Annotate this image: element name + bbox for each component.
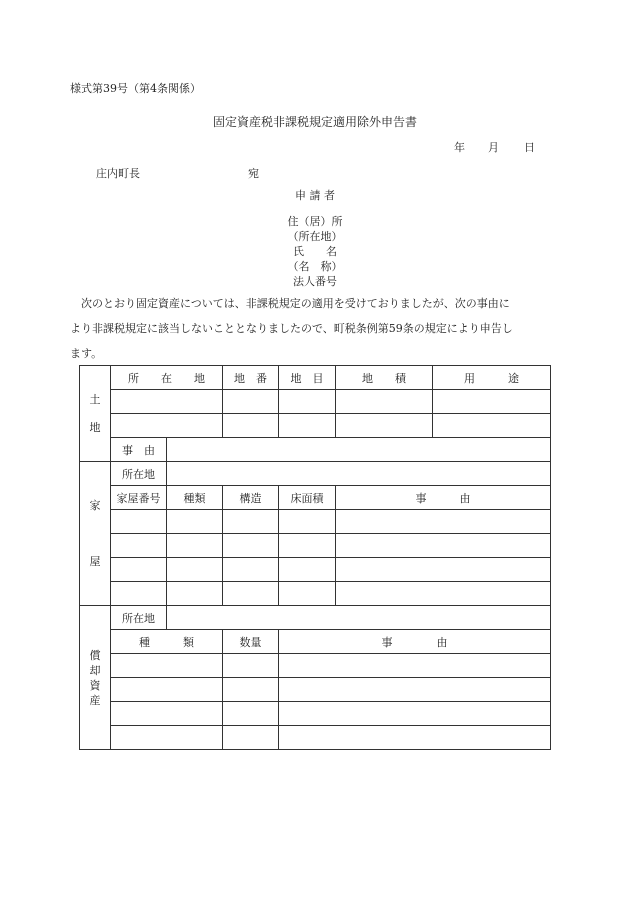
depreciable-quantity-cell[interactable] bbox=[223, 726, 279, 750]
depreciable-row bbox=[80, 702, 551, 726]
depreciable-location-cell[interactable] bbox=[167, 606, 551, 630]
land-location-cell[interactable] bbox=[111, 414, 223, 438]
applicant-corp-number-label: 法人番号 bbox=[293, 275, 337, 288]
house-floor-area-cell[interactable] bbox=[279, 534, 336, 558]
depreciable-header-quantity: 数量 bbox=[223, 630, 279, 654]
house-type-cell[interactable] bbox=[167, 510, 223, 534]
depreciable-quantity-cell[interactable] bbox=[223, 678, 279, 702]
depreciable-row bbox=[80, 654, 551, 678]
house-type-cell[interactable] bbox=[167, 534, 223, 558]
honorific: 宛 bbox=[248, 167, 259, 180]
house-reason-cell[interactable] bbox=[336, 582, 551, 606]
house-header-floor-area: 床面積 bbox=[279, 486, 336, 510]
land-location-cell[interactable] bbox=[111, 390, 223, 414]
land-lot-number-cell[interactable] bbox=[223, 414, 279, 438]
depreciable-type-cell[interactable] bbox=[111, 654, 223, 678]
document-title: 固定資産税非課税規定適用除外申告書 bbox=[212, 115, 417, 129]
depreciable-row bbox=[80, 678, 551, 702]
house-reason-cell[interactable] bbox=[336, 534, 551, 558]
house-header-number: 家屋番号 bbox=[111, 486, 167, 510]
land-row bbox=[80, 414, 551, 438]
house-reason-cell[interactable] bbox=[336, 510, 551, 534]
house-location-cell[interactable] bbox=[167, 462, 551, 486]
depreciable-reason-cell[interactable] bbox=[279, 654, 551, 678]
declaration-line-2: より非課税規定に該当しないこととなりましたので、町税条例第59条の規定により申告し bbox=[70, 322, 513, 335]
house-structure-cell[interactable] bbox=[223, 534, 279, 558]
house-row bbox=[80, 558, 551, 582]
land-category-cell[interactable] bbox=[279, 414, 336, 438]
land-category-cell[interactable] bbox=[279, 390, 336, 414]
applicant-name-note: （名 称） bbox=[287, 260, 343, 273]
declaration-line-3: ます。 bbox=[70, 347, 103, 360]
house-number-cell[interactable] bbox=[111, 510, 167, 534]
house-structure-cell[interactable] bbox=[223, 510, 279, 534]
asset-table bbox=[79, 365, 551, 750]
land-section-label bbox=[80, 366, 111, 462]
land-header-land-category: 地 目 bbox=[279, 366, 336, 390]
depreciable-type-cell[interactable] bbox=[111, 678, 223, 702]
land-header-use: 用 途 bbox=[433, 366, 551, 390]
land-reason-label: 事 由 bbox=[111, 438, 167, 462]
date-day-label: 日 bbox=[524, 141, 535, 154]
house-floor-area-cell[interactable] bbox=[279, 510, 336, 534]
addressee: 庄内町長 bbox=[96, 167, 140, 180]
depreciable-label-char-4: 産 bbox=[89, 693, 101, 707]
depreciable-section-label bbox=[80, 606, 111, 750]
depreciable-header-reason: 事 由 bbox=[279, 630, 551, 654]
house-location-label: 所在地 bbox=[111, 462, 167, 486]
applicant-heading: 申 請 者 bbox=[295, 189, 335, 202]
house-row bbox=[80, 510, 551, 534]
declaration-text bbox=[70, 291, 560, 366]
applicant-address-label: 住（居）所 bbox=[287, 215, 343, 228]
depreciable-reason-cell[interactable] bbox=[279, 678, 551, 702]
house-number-cell[interactable] bbox=[111, 558, 167, 582]
depreciable-quantity-cell[interactable] bbox=[223, 654, 279, 678]
depreciable-label-char-1: 償 bbox=[89, 648, 101, 662]
land-row bbox=[80, 390, 551, 414]
date-month-label: 月 bbox=[488, 141, 499, 154]
house-number-cell[interactable] bbox=[111, 534, 167, 558]
land-label-char-2: 地 bbox=[89, 420, 101, 434]
depreciable-location-label: 所在地 bbox=[111, 606, 167, 630]
land-header-lot-number: 地 番 bbox=[223, 366, 279, 390]
depreciable-header-type: 種 類 bbox=[111, 630, 223, 654]
land-lot-number-cell[interactable] bbox=[223, 390, 279, 414]
house-section-label bbox=[80, 462, 111, 606]
house-number-cell[interactable] bbox=[111, 582, 167, 606]
form-number: 様式第39号（第4条関係） bbox=[70, 82, 201, 95]
house-header-reason: 事 由 bbox=[336, 486, 551, 510]
depreciable-type-cell[interactable] bbox=[111, 726, 223, 750]
land-use-cell[interactable] bbox=[433, 390, 551, 414]
land-reason-cell[interactable] bbox=[167, 438, 551, 462]
land-header-area: 地 積 bbox=[336, 366, 433, 390]
house-structure-cell[interactable] bbox=[223, 582, 279, 606]
depreciable-label-char-2: 却 bbox=[89, 663, 101, 677]
depreciable-reason-cell[interactable] bbox=[279, 726, 551, 750]
applicant-name-label: 氏 名 bbox=[293, 245, 337, 258]
house-row bbox=[80, 582, 551, 606]
depreciable-type-cell[interactable] bbox=[111, 702, 223, 726]
land-header-location: 所 在 地 bbox=[111, 366, 223, 390]
house-label-char-1: 家 bbox=[89, 498, 101, 512]
date-year-label: 年 bbox=[454, 141, 465, 154]
house-row bbox=[80, 534, 551, 558]
depreciable-label-char-3: 資 bbox=[89, 678, 101, 692]
house-header-structure: 構造 bbox=[223, 486, 279, 510]
land-label-char-1: 土 bbox=[89, 392, 101, 406]
depreciable-quantity-cell[interactable] bbox=[223, 702, 279, 726]
house-type-cell[interactable] bbox=[167, 582, 223, 606]
depreciable-row bbox=[80, 726, 551, 750]
applicant-address-note: （所在地） bbox=[287, 230, 343, 243]
depreciable-reason-cell[interactable] bbox=[279, 702, 551, 726]
land-use-cell[interactable] bbox=[433, 414, 551, 438]
house-type-cell[interactable] bbox=[167, 558, 223, 582]
house-floor-area-cell[interactable] bbox=[279, 582, 336, 606]
house-label-char-2: 屋 bbox=[89, 554, 101, 568]
declaration-line-1: 次のとおり固定資産については、非課税規定の適用を受けておりましたが、次の事由に bbox=[81, 297, 510, 310]
house-header-type: 種類 bbox=[167, 486, 223, 510]
land-area-cell[interactable] bbox=[336, 414, 433, 438]
house-floor-area-cell[interactable] bbox=[279, 558, 336, 582]
land-area-cell[interactable] bbox=[336, 390, 433, 414]
house-structure-cell[interactable] bbox=[223, 558, 279, 582]
house-reason-cell[interactable] bbox=[336, 558, 551, 582]
